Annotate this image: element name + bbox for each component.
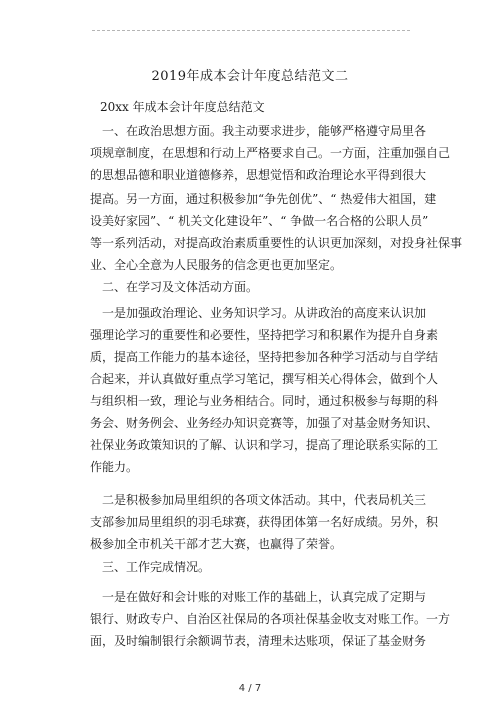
text-line: 的思想品德和职业道德修养，思想觉悟和政治理论水平得到很大	[90, 168, 427, 182]
text-line: 务会、财务例会、业务经办知识竞赛等，加强了对基金财务知识、	[90, 416, 439, 430]
heading-line: 二、在学习及文体活动方面。	[102, 280, 259, 294]
text-line: 强理论学习的重要性和必要性，坚持把学习和积累作为提升自身素	[90, 328, 439, 342]
text-line: 一是在做好和会计账的对账工作的基础上，认真完成了定期与	[102, 590, 427, 604]
text-line: 质，提高工作能力的基本途径，坚持把参加各种学习活动与自学结	[90, 350, 439, 364]
section1-paragraph-part1	[90, 120, 451, 186]
text-line: 二是积极参加局里组织的各项文体活动。其中，代表局机关三	[102, 493, 427, 507]
section3-paragraph1	[90, 586, 451, 652]
text-line: 项规章制度，在思想和行动上严格要求自己。一方面，注重加强自己	[90, 146, 451, 160]
section2-heading	[90, 276, 410, 298]
text-line: 业、全心全意为人民服务的信念更也更加坚定。	[90, 258, 343, 272]
text-line: 等一系列活动，对提高政治素质重要性的认识更加深刻，对投身社保事	[90, 236, 463, 250]
text-line: 银行、财政专户、自治区社保局的各项社保基金收支对账工作。一方	[90, 612, 451, 626]
text-line: 一、在政治思想方面。我主动要求进步，能够严格遵守局里各	[102, 124, 427, 138]
text-line: 极参加全市机关干部才艺大赛，也赢得了荣誉。	[90, 537, 343, 551]
text-line: 设美好家园”、“ 机关文化建设年”、“ 争做一名合格的公职人员”	[90, 214, 429, 228]
section1-paragraph-part2	[90, 188, 463, 276]
text-line: 提高。另一方面，通过积极参加“争先创优”、“ 热爱伟大祖国，建	[90, 192, 437, 206]
page-number: 4 / 7	[238, 683, 262, 694]
document-title: 2019年成本会计年度总结范文二	[151, 69, 349, 84]
heading-line: 三、工作完成情况。	[102, 560, 211, 574]
text-line: 支部参加局里组织的羽毛球赛，获得团体第一名好成绩。另外，积	[90, 515, 439, 529]
text-line: 合起来，并认真做好重点学习笔记，撰写相关心得体会，做到个人	[90, 372, 439, 386]
section3-heading	[90, 556, 410, 578]
header-divider	[92, 30, 410, 31]
section2-paragraph1	[90, 302, 439, 478]
section2-paragraph2	[90, 489, 439, 555]
text-line: 作能力。	[90, 460, 139, 474]
text-line: 面，及时编制银行余额调节表，清理未达账项，保证了基金财务	[90, 634, 427, 648]
text-line: 与组织相一致，理论与业务相结合。同时，通过积极参与每期的科	[90, 394, 439, 408]
document-subtitle: 20xx 年成本会计年度总结范文	[100, 100, 265, 114]
text-line: 社保业务政策知识的了解、认识和学习，提高了理论联系实际的工	[90, 438, 439, 452]
text-line: 一是加强政治理论、业务知识学习。从讲政治的高度来认识加	[102, 306, 427, 320]
